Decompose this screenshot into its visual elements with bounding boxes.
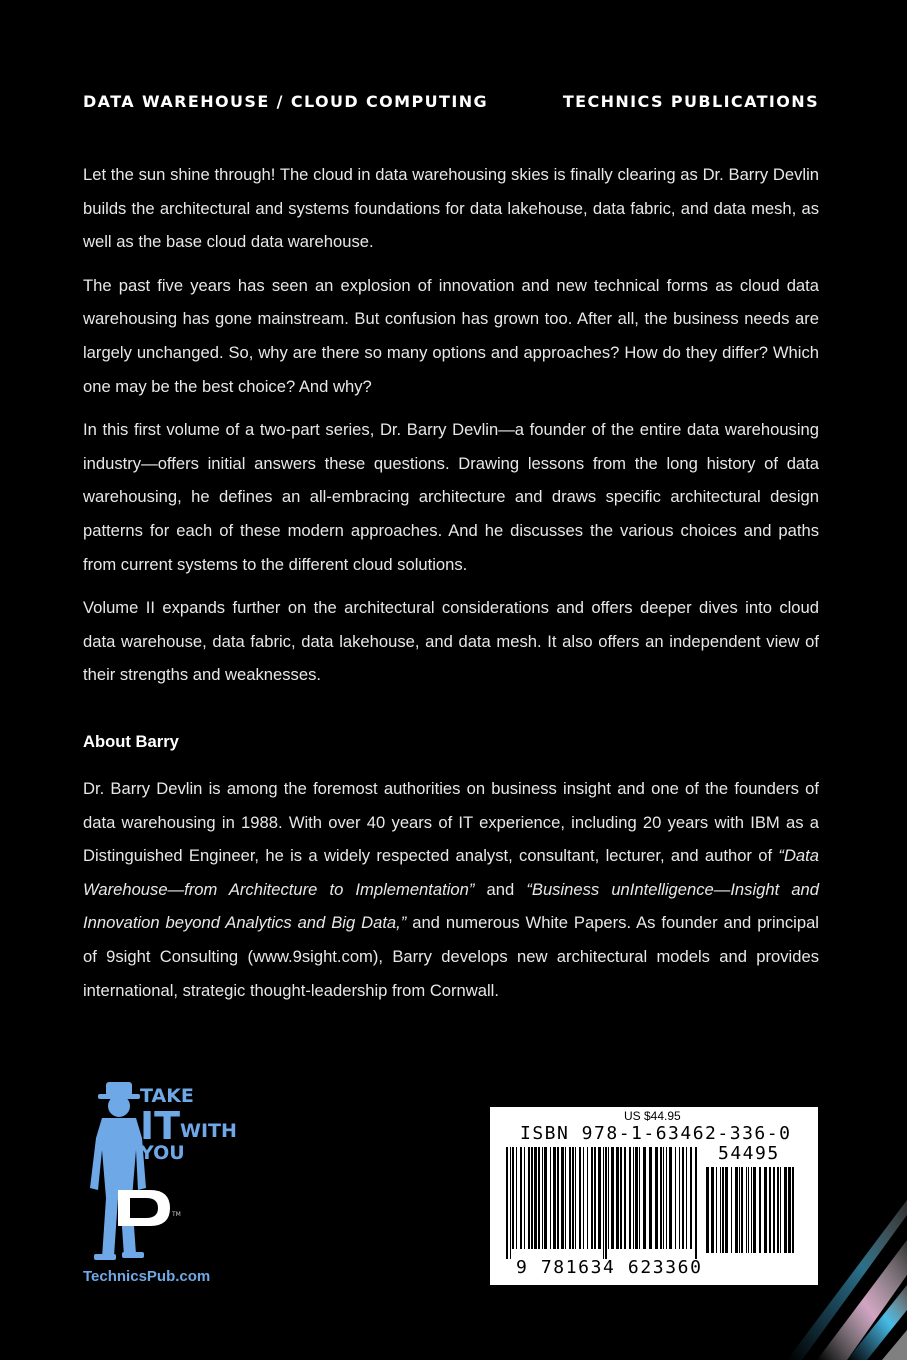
book-description — [83, 158, 819, 702]
barcode-bar — [608, 1147, 609, 1249]
description-paragraph-4: Volume II expands further on the architectural considerations and offers deeper dives into cloud data warehouse, data fabric, data lakehouse, and data mesh. It also offers an independent view of their strengths and weaknesses. — [83, 598, 819, 685]
barcode-bar — [620, 1147, 622, 1249]
barcode-bar — [731, 1167, 732, 1253]
barcode-bar — [643, 1147, 646, 1249]
logo-word-it: IT — [140, 1104, 181, 1148]
barcode-bar — [557, 1147, 559, 1249]
barcode-bar — [679, 1147, 680, 1249]
barcode-bar — [534, 1147, 537, 1249]
barcode-bar — [594, 1147, 596, 1249]
ean-barcode-bars — [504, 1147, 700, 1259]
barcode-bar — [520, 1147, 522, 1249]
barcode-bar — [722, 1167, 724, 1253]
about-heading: About Barry — [83, 732, 179, 751]
barcode-bar — [753, 1167, 756, 1253]
ean-digits: 9 781634 623360 — [516, 1257, 703, 1278]
trademark-mark: TM — [172, 1211, 181, 1218]
barcode-bar — [506, 1147, 508, 1259]
barcode-bar — [725, 1167, 728, 1253]
barcode-bar — [524, 1147, 525, 1249]
barcode-bar — [550, 1147, 551, 1249]
barcode-bar — [587, 1147, 588, 1249]
isbn-number: ISBN 978-1-63462-336-0 — [520, 1123, 792, 1144]
barcode-bar — [510, 1147, 511, 1259]
barcode-bar — [773, 1167, 775, 1253]
barcode-bar — [695, 1147, 697, 1259]
barcode-bar — [565, 1147, 566, 1249]
barcode-bar — [751, 1167, 752, 1253]
barcode-bar — [635, 1147, 638, 1249]
barcode-bar — [669, 1147, 672, 1249]
barcode-bar — [531, 1147, 533, 1249]
barcode-bar — [611, 1147, 614, 1249]
barcode-bar — [598, 1147, 601, 1249]
barcode-bar — [624, 1147, 626, 1249]
barcode-bar — [739, 1167, 740, 1253]
barcode-bar — [792, 1167, 794, 1253]
barcode-bar — [603, 1147, 604, 1259]
barcode-bar — [686, 1147, 687, 1249]
about-text-part-1: Dr. Barry Devlin is among the foremost authorities on business insight and one of the founders of data warehousing in 1988. With over 40 years of IT experience, including 20 years with IBM as a Distinguished Engineer, he is a widely respected analyst, consultant, lecturer, and author of — [83, 779, 819, 866]
barcode-bar — [629, 1147, 631, 1249]
barcode-bar — [569, 1147, 571, 1249]
barcode-bar — [675, 1147, 676, 1249]
barcode-bar — [716, 1167, 717, 1253]
barcode-bar — [579, 1147, 581, 1249]
barcode-bar — [655, 1147, 658, 1249]
barcode-bar — [639, 1147, 640, 1249]
barcode-bar — [538, 1147, 540, 1249]
description-paragraph-2: The past five years has seen an explosion of innovation and new technical forms as cloud data warehousing has gone mainstream. But confusion has grown too. After all, the business needs are largely unchanged. So, why are there so many options and approaches? How do they differ? Which one may be the best choice? And why? — [83, 275, 819, 396]
price-label: US $44.95 — [624, 1109, 681, 1123]
barcode-bar — [764, 1167, 767, 1253]
barcode-bar — [542, 1147, 543, 1249]
barcode-bar — [780, 1167, 781, 1253]
barcode-bar — [512, 1147, 514, 1249]
barcode-bar — [516, 1147, 517, 1249]
barcode-bar — [583, 1147, 584, 1249]
barcode-bar — [633, 1147, 634, 1249]
barcode-bar — [561, 1147, 564, 1249]
man-silhouette-icon — [90, 1082, 146, 1260]
barcode-bar — [575, 1147, 576, 1249]
isbn-barcode — [490, 1107, 818, 1285]
barcode-bar — [528, 1147, 530, 1249]
book-title-1: “Data Warehouse—from Architecture to Implementation” — [83, 846, 819, 899]
barcode-bar — [720, 1167, 721, 1253]
publisher-label: TECHNICS PUBLICATIONS — [562, 92, 819, 111]
barcode-bar — [649, 1147, 652, 1249]
publisher-url: TechnicsPub.com — [83, 1268, 211, 1285]
barcode-bar — [706, 1167, 709, 1253]
barcode-bar — [741, 1167, 743, 1253]
book-title-2: “Business unIntelligence—Insight and Innovation beyond Analytics and Big Data,” — [83, 879, 820, 933]
barcode-bar — [784, 1167, 787, 1253]
take-it-with-you-logo — [80, 1078, 250, 1268]
barcode-bar — [777, 1167, 779, 1253]
logo-word-with: WITH — [180, 1120, 237, 1142]
barcode-bar — [735, 1167, 738, 1253]
barcode-bar — [690, 1147, 692, 1249]
barcode-bar — [663, 1147, 664, 1249]
barcode-bar — [660, 1147, 662, 1249]
description-paragraph-1: Let the sun shine through! The cloud in data warehousing skies is finally clearing as Dr. Barry Devlin builds the architectural and systems foundations for data lakehouse, data fabric, and data mesh, as well as the base cloud data warehouse. — [83, 165, 819, 252]
barcode-bar — [711, 1167, 714, 1253]
about-text-part-2: and — [474, 879, 527, 899]
barcode-bar — [682, 1147, 684, 1249]
cover-header — [83, 92, 819, 111]
barcode-bar — [788, 1167, 791, 1253]
barcode-bar — [746, 1167, 747, 1253]
about-text-part-3: and numerous White Papers. As founder and principal of 9sight Consulting (www.9sight.com), Barry develops new architectural models and provides international, strategic thought-leadership from Cornwall. — [83, 913, 819, 1000]
category-label: DATA WAREHOUSE / CLOUD COMPUTING — [83, 92, 489, 111]
addon-barcode-bars — [704, 1167, 800, 1263]
about-paragraph — [83, 772, 819, 1007]
barcode-bar — [544, 1147, 547, 1249]
barcode-bar — [769, 1167, 771, 1253]
barcode-bar — [605, 1147, 607, 1259]
barcode-bar — [553, 1147, 556, 1249]
logo-word-you: YOU — [140, 1142, 185, 1164]
barcode-bar — [616, 1147, 619, 1249]
price-code: 54495 — [718, 1143, 780, 1164]
barcode-bar — [759, 1167, 761, 1253]
barcode-bar — [666, 1147, 667, 1249]
description-paragraph-3: In this first volume of a two-part series, Dr. Barry Devlin—a founder of the entire data warehousing industry—offers initial answers these questions. Drawing lessons from the long history of data warehousing, he defines an all-embracing architecture and draws specific architectural design patterns for each of these modern approaches. And he discusses the various choices and paths from current systems to the different cloud solutions. — [83, 420, 819, 574]
barcode-bar — [591, 1147, 593, 1249]
barcode-bar — [748, 1167, 749, 1253]
barcode-bar — [572, 1147, 574, 1249]
logo-word-take: TAKE — [140, 1085, 194, 1107]
